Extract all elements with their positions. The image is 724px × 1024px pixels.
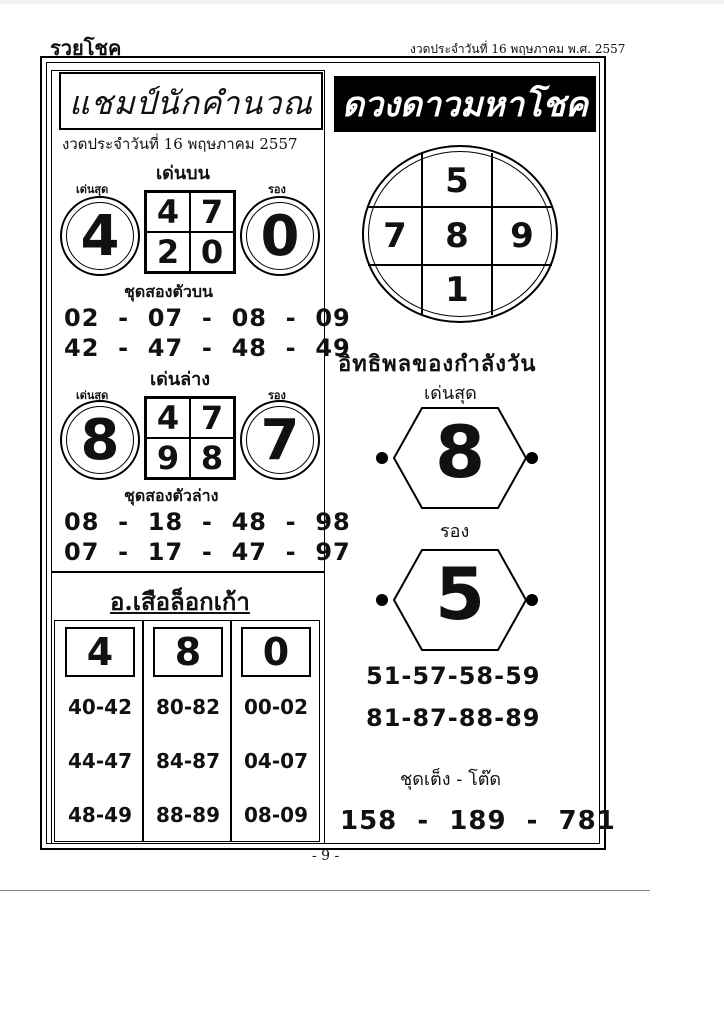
seua-column: [230, 620, 320, 842]
upper-heading: เด่นบน: [156, 163, 210, 184]
upper-pairs-row2: 42 - 47 - 48 - 49: [64, 334, 351, 362]
page-number: - 9 -: [312, 848, 340, 864]
right-second-digit: 5: [434, 552, 486, 636]
right-best-label: เด่นสุด: [424, 383, 477, 404]
upper-best-circle: [60, 196, 140, 276]
seua-range: 44-47: [68, 749, 132, 773]
grid-cell: 7: [190, 398, 234, 438]
star-bottom-digit: 1: [445, 270, 469, 310]
left-title: แชมป์นักคำนวณ: [69, 84, 313, 122]
lower-pairs-heading: ชุดสองตัวล่าง: [124, 486, 219, 505]
left-date: งวดประจำวันที่ 16 พฤษภาคม 2557: [62, 135, 298, 153]
upper-pairs-row1: 02 - 07 - 08 - 09: [64, 304, 351, 332]
star-left-digit: 7: [383, 216, 407, 256]
right-second-label: รอง: [440, 521, 470, 542]
grid-cell: 0: [190, 232, 234, 272]
bullet-dot: [376, 594, 388, 606]
lucky-star-circle: [362, 145, 558, 323]
grid-cell: 9: [146, 438, 190, 478]
right-number-row1: 51-57-58-59: [366, 662, 541, 690]
influence-heading: อิทธิพลของกำลังวัน: [338, 351, 537, 377]
bottom-rule: [0, 890, 650, 891]
seua-digit: 4: [65, 627, 135, 677]
right-number-row2: 81-87-88-89: [366, 704, 541, 732]
upper-second-label: รอง: [268, 183, 286, 196]
seua-range: 40-42: [68, 695, 132, 719]
lower-pairs-row1: 08 - 18 - 48 - 98: [64, 508, 351, 536]
seua-column: [54, 620, 144, 842]
grid-cell: 8: [190, 438, 234, 478]
issue-date: งวดประจำวันที่ 16 พฤษภาคม พ.ศ. 2557: [410, 42, 626, 56]
star-right-digit: 9: [510, 216, 534, 256]
star-top-digit: 5: [445, 161, 469, 201]
seua-column: [142, 620, 232, 842]
grid-cell: 4: [146, 398, 190, 438]
seua-title: อ.เสือล็อกเก้า: [110, 587, 250, 616]
scan-edge: [0, 0, 724, 4]
seua-columns: [54, 620, 320, 840]
lower-digit-grid: [144, 396, 236, 480]
upper-best-digit: 4: [80, 203, 120, 269]
set-label: ชุดเต็ง - โต๊ด: [400, 769, 502, 790]
upper-best-label: เด่นสุด: [76, 183, 109, 196]
lower-best-digit: 8: [80, 407, 120, 473]
lower-second-label: รอง: [268, 389, 286, 402]
right-title: ดวงดาวมหาโชค: [334, 76, 596, 132]
seua-digit: 0: [241, 627, 311, 677]
upper-second-digit: 0: [260, 203, 300, 269]
seua-range: 88-89: [156, 803, 220, 827]
upper-pairs-heading: ชุดสองตัวบน: [124, 282, 213, 301]
upper-digit-grid: [144, 190, 236, 274]
lower-second-digit: 7: [260, 407, 300, 473]
seua-range: 84-87: [156, 749, 220, 773]
seua-range: 48-49: [68, 803, 132, 827]
star-center-digit: 8: [445, 216, 469, 256]
seua-range: 04-07: [244, 749, 308, 773]
set-numbers: 158 - 189 - 781: [340, 806, 616, 836]
upper-second-circle: [240, 196, 320, 276]
lower-pairs-row2: 07 - 17 - 47 - 97: [64, 538, 351, 566]
seua-range: 80-82: [156, 695, 220, 719]
grid-cell: 4: [146, 192, 190, 232]
lower-best-label: เด่นสุด: [76, 389, 109, 402]
seua-range: 00-02: [244, 695, 308, 719]
right-best-digit: 8: [434, 410, 486, 494]
lower-second-circle: [240, 400, 320, 480]
lower-heading: เด่นล่าง: [150, 369, 211, 390]
bullet-dot: [376, 452, 388, 464]
grid-cell: 2: [146, 232, 190, 272]
seua-digit: 8: [153, 627, 223, 677]
seua-range: 08-09: [244, 803, 308, 827]
lower-best-circle: [60, 400, 140, 480]
publication-name: รวยโชค: [50, 36, 122, 60]
grid-cell: 7: [190, 192, 234, 232]
left-title-box: [59, 72, 323, 130]
